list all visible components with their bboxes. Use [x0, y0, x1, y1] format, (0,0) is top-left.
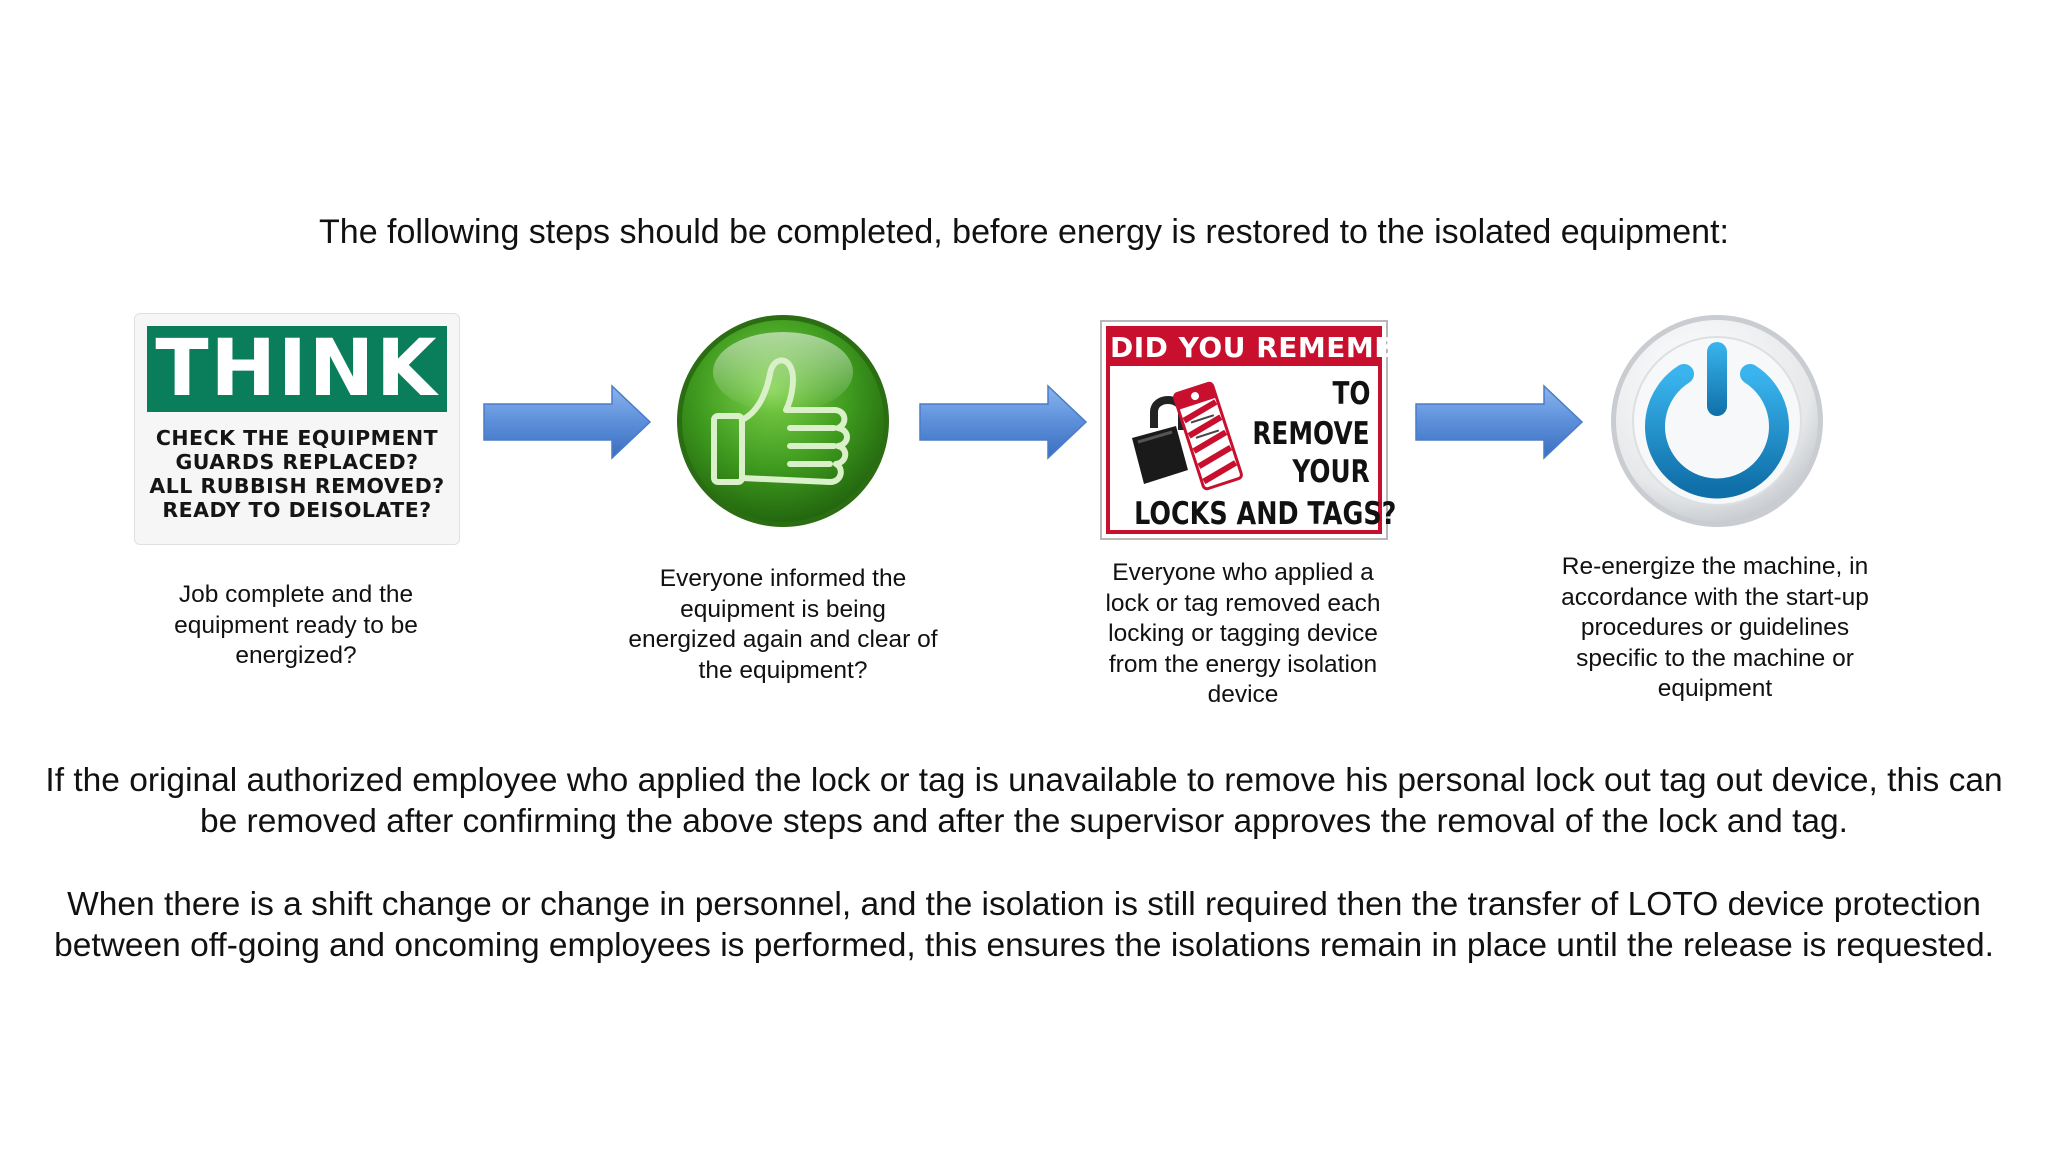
sign-header: DID YOU REMEMBER — [1110, 331, 1438, 364]
power-icon — [1608, 312, 1826, 530]
paragraph-unavailable-employee: If the original authorized employee who applied the lock or tag is unavailable to remove his personal lock out tag out device, this can be removed after confirming the above steps and after the supervisor approves the removal of the lock and tag. — [45, 762, 2003, 840]
think-line: READY TO DEISOLATE? — [162, 498, 432, 522]
step-caption: Everyone informed the equipment is being energized again and clear of the equipment? — [628, 565, 938, 684]
sign-line: TO — [1332, 376, 1370, 412]
right-arrow-icon — [918, 384, 1088, 460]
step-caption: Everyone who applied a lock or tag removed each locking or tagging device from the energy isolation device — [1105, 559, 1381, 708]
think-sign — [134, 313, 460, 545]
right-arrow-icon — [482, 384, 652, 460]
step-caption: Job complete and the equipment ready to be energized? — [174, 581, 418, 669]
remember-locks-sign — [1100, 320, 1438, 540]
think-line: CHECK THE EQUIPMENT — [155, 426, 439, 450]
padlock-and-tag-icon — [1124, 374, 1244, 492]
thumbs-up-icon — [674, 312, 892, 530]
think-banner: THINK — [147, 326, 447, 412]
think-sign-text — [147, 426, 447, 522]
slide-title: The following steps should be completed, before energy is restored to the isolated equipment: — [319, 213, 1729, 251]
sign-line: LOCKS AND TAGS? — [1134, 496, 1397, 532]
think-line: ALL RUBBISH REMOVED? — [149, 474, 445, 498]
think-line: GUARDS REPLACED? — [175, 450, 419, 474]
sign-line: REMOVE — [1252, 416, 1370, 452]
sign-border — [1106, 326, 1438, 534]
right-arrow-icon — [1414, 384, 1584, 460]
step-caption: Re-energize the machine, in accordance with the start-up procedures or guidelines specific to the machine or equipment — [1561, 553, 1869, 702]
sign-line: YOUR — [1292, 454, 1370, 490]
paragraph-shift-change: When there is a shift change or change in personnel, and the isolation is still required then the transfer of LOTO device protection between off-going and oncoming employees is performed, this ensures the isolations remain in place until the release is requested. — [54, 886, 1994, 964]
